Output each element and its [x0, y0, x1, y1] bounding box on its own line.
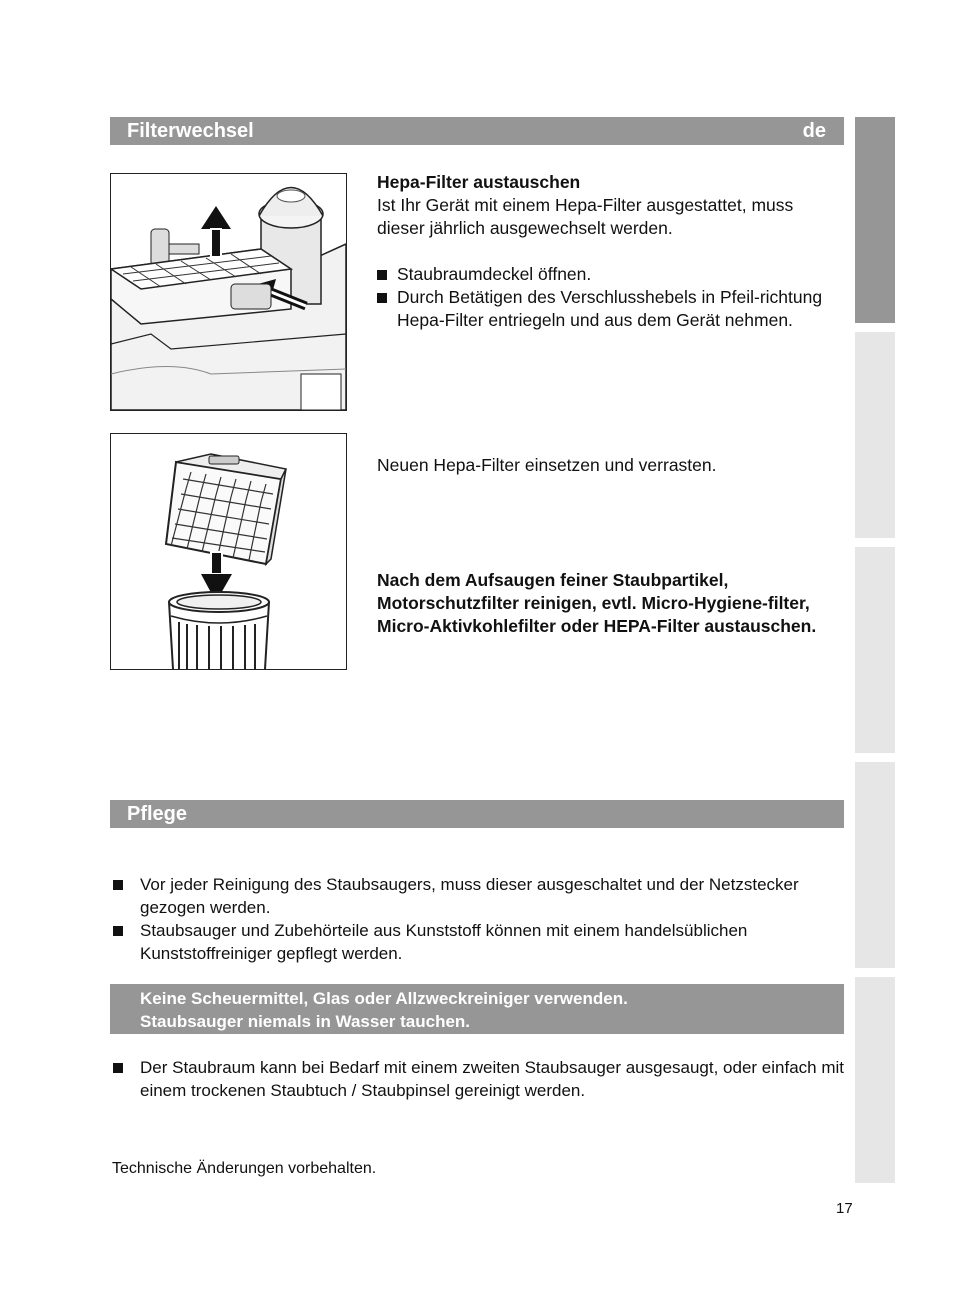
bullet-square-icon — [113, 880, 123, 890]
warning-line: Staubsauger niemals in Wasser tauchen. — [140, 1012, 471, 1031]
bullet-square-icon — [377, 293, 387, 303]
bullet-square-icon — [113, 926, 123, 936]
filter-instructions — [377, 171, 837, 332]
care-list — [110, 873, 845, 965]
list-item: Staubsauger und Zubehörteile aus Kunststoff können mit einem handelsüblichen Kunststoffreiniger gepflegt werden. — [110, 919, 845, 965]
list-item: Durch Betätigen des Verschlusshebels in Pfeil-richtung Hepa-Filter entriegeln und aus dem Gerät nehmen. — [377, 286, 837, 332]
care-list-last — [110, 1056, 845, 1102]
list-item: Der Staubraum kann bei Bedarf mit einem zweiten Staubsauger ausgesaugt, oder einfach mit einem trockenen Staubtuch / Staubpinsel gereinigt werden. — [110, 1056, 845, 1102]
chapter-tab — [855, 332, 895, 538]
hepa-filter-insert-illustration — [111, 434, 346, 669]
bullet-square-icon — [113, 1063, 123, 1073]
language-code: de — [802, 120, 826, 142]
figure-remove-hepa-filter — [110, 173, 347, 411]
chapter-tab — [855, 977, 895, 1183]
disclaimer: Technische Änderungen vorbehalten. — [112, 1160, 377, 1177]
filter-note: Nach dem Aufsaugen feiner Staubpartikel, Motorschutzfilter reinigen, evtl. Micro-Hygiene-filter, Micro-Aktivkohlefilter oder HEPA-Filter austauschen. — [377, 570, 817, 636]
chapter-tab-active — [855, 117, 895, 323]
section-header-filterwechsel — [110, 117, 844, 145]
list-item: Vor jeder Reinigung des Staubsaugers, muss dieser ausgeschaltet und der Netzstecker gezogen werden. — [110, 873, 845, 919]
section-title: Pflege — [127, 803, 188, 825]
chapter-tab — [855, 762, 895, 968]
list-item: Staubraumdeckel öffnen. — [377, 263, 837, 286]
section-title: Filterwechsel — [127, 120, 254, 142]
bullet-square-icon — [377, 270, 387, 280]
figure-insert-hepa-filter — [110, 433, 347, 670]
warning-line: Keine Scheuermittel, Glas oder Allzweckreiniger verwenden. — [140, 989, 628, 1008]
hepa-intro: Ist Ihr Gerät mit einem Hepa-Filter ausgestattet, muss dieser jährlich ausgewechselt werden. — [377, 195, 794, 238]
chapter-tab — [855, 547, 895, 753]
page-number: 17 — [836, 1200, 853, 1217]
insert-filter-text: Neuen Hepa-Filter einsetzen und verrasten. — [377, 455, 717, 475]
warning-box — [110, 984, 844, 1034]
vacuum-filter-removal-illustration — [111, 174, 346, 410]
hepa-heading: Hepa-Filter austauschen — [377, 172, 581, 192]
section-header-pflege — [110, 800, 844, 828]
